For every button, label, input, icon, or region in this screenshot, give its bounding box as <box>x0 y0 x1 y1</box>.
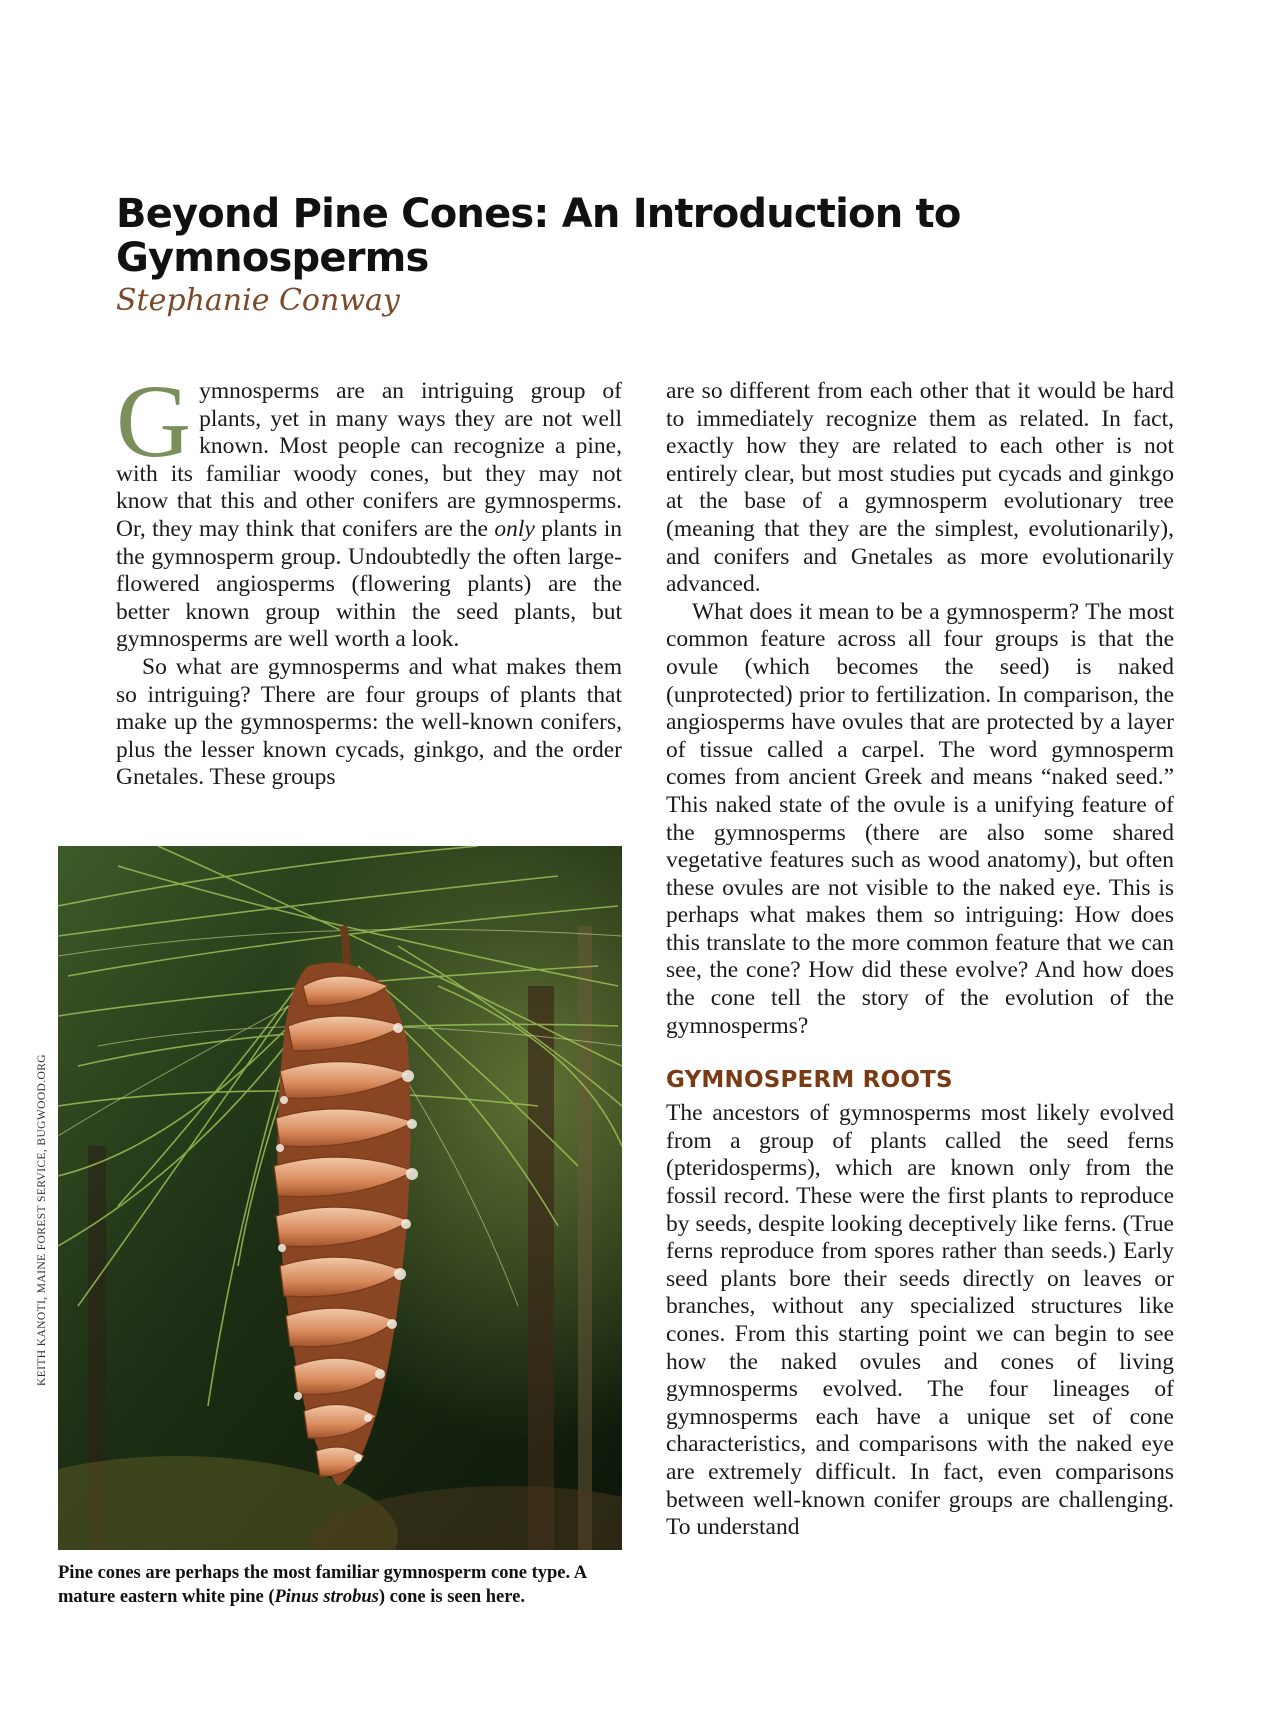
caption-text-end: ) cone is seen here. <box>378 1587 525 1607</box>
paragraph-definition: What does it mean to be a gymnosperm? The most common feature across all four groups is that the ovule (which becomes the seed) is naked (unprotected) prior to fertilization. In comparison, the angiosperms have ovules that are protected by a layer of tissue called a carpel. The word gymnosperm comes from ancient Greek and means “naked seed.” This naked state of the ovule is a unifying feature of the gymnosperms (there are also some shared vegetative features such as wood anatomy), but often these ovules are not visible to the naked eye. This is perhaps what makes them so intriguing: How does this translate to the more common feature that we can see, the cone? How did these evolve? And how does the cone tell the story of the evolution of the gymnosperms? <box>666 598 1174 1039</box>
intro-emphasis: only <box>494 515 535 542</box>
intro-paragraph <box>116 364 622 654</box>
caption-text: Pine cones are perhaps the most familiar gymnosperm cone type. A mature eastern white pine ( <box>58 1563 587 1607</box>
caption-species: Pinus strobus <box>274 1587 379 1607</box>
paragraph-groups: So what are gymnosperms and what makes them so intriguing? There are four groups of plants that make up the gymnosperms: the well-known conifers, plus the lesser known cycads, ginkgo, and the order Gnetales. These groups <box>116 653 622 791</box>
figure-caption <box>58 1561 638 1609</box>
paragraph-relations: are so different from each other that it would be hard to immediately recognize them as related. In fact, exactly how they are related to each other is not entirely clear, but most studies put cycads and ginkgo at the base of a gymnosperm evolutionary tree (meaning that they are the simplest, evolutionarily), and conifers and Gnetales as more evolutionarily advanced. <box>666 378 1174 598</box>
pine-cone-photo <box>58 846 622 1550</box>
right-column <box>666 378 1174 1542</box>
left-column <box>116 364 622 792</box>
article-title: Beyond Pine Cones: An Introduction to Gymnosperms <box>116 191 961 281</box>
drop-cap: G <box>116 364 192 479</box>
author-name: Stephanie Conway <box>116 283 400 318</box>
paragraph-roots: The ancestors of gymnosperms most likely evolved from a group of plants called the seed ferns (pteridosperms), which are known only from the fossil record. These were the first plants to reproduce by seeds, despite looking deceptively like ferns. (True ferns reproduce from spores rather than seeds.) Early seed plants bore their seeds directly on leaves or branches, without any specialized structures like cones. From this starting point we can begin to see how the naked ovules and cones of living gymnosperms evolved. The four lineages of gymnosperms each have a unique set of cone characteristics, and comparisons with the naked eye are extremely difficult. In fact, even comparisons between well-known conifer groups are challenging. To understand <box>666 1100 1174 1541</box>
photo-credit: KEITH KANOTI, MAINE FOREST SERVICE, BUGWOOD.ORG <box>36 1054 48 1386</box>
section-heading: GYMNOSPERM ROOTS <box>666 1067 953 1094</box>
intro-text: ymnosperms are an intriguing group of plants, yet in many ways they are not well known. Most people can recognize a pine, with its familiar woody cones, but they may not know that this and other conifers are gymnosperms. Or, they may think that conifers are the <box>116 378 622 542</box>
intro-text-end: plants in the gymnosperm group. Undoubtedly the often large-flowered angiosperms (flowering plants) are the better known group within the seed plants, but gymnosperms are well worth a look. <box>116 515 622 653</box>
